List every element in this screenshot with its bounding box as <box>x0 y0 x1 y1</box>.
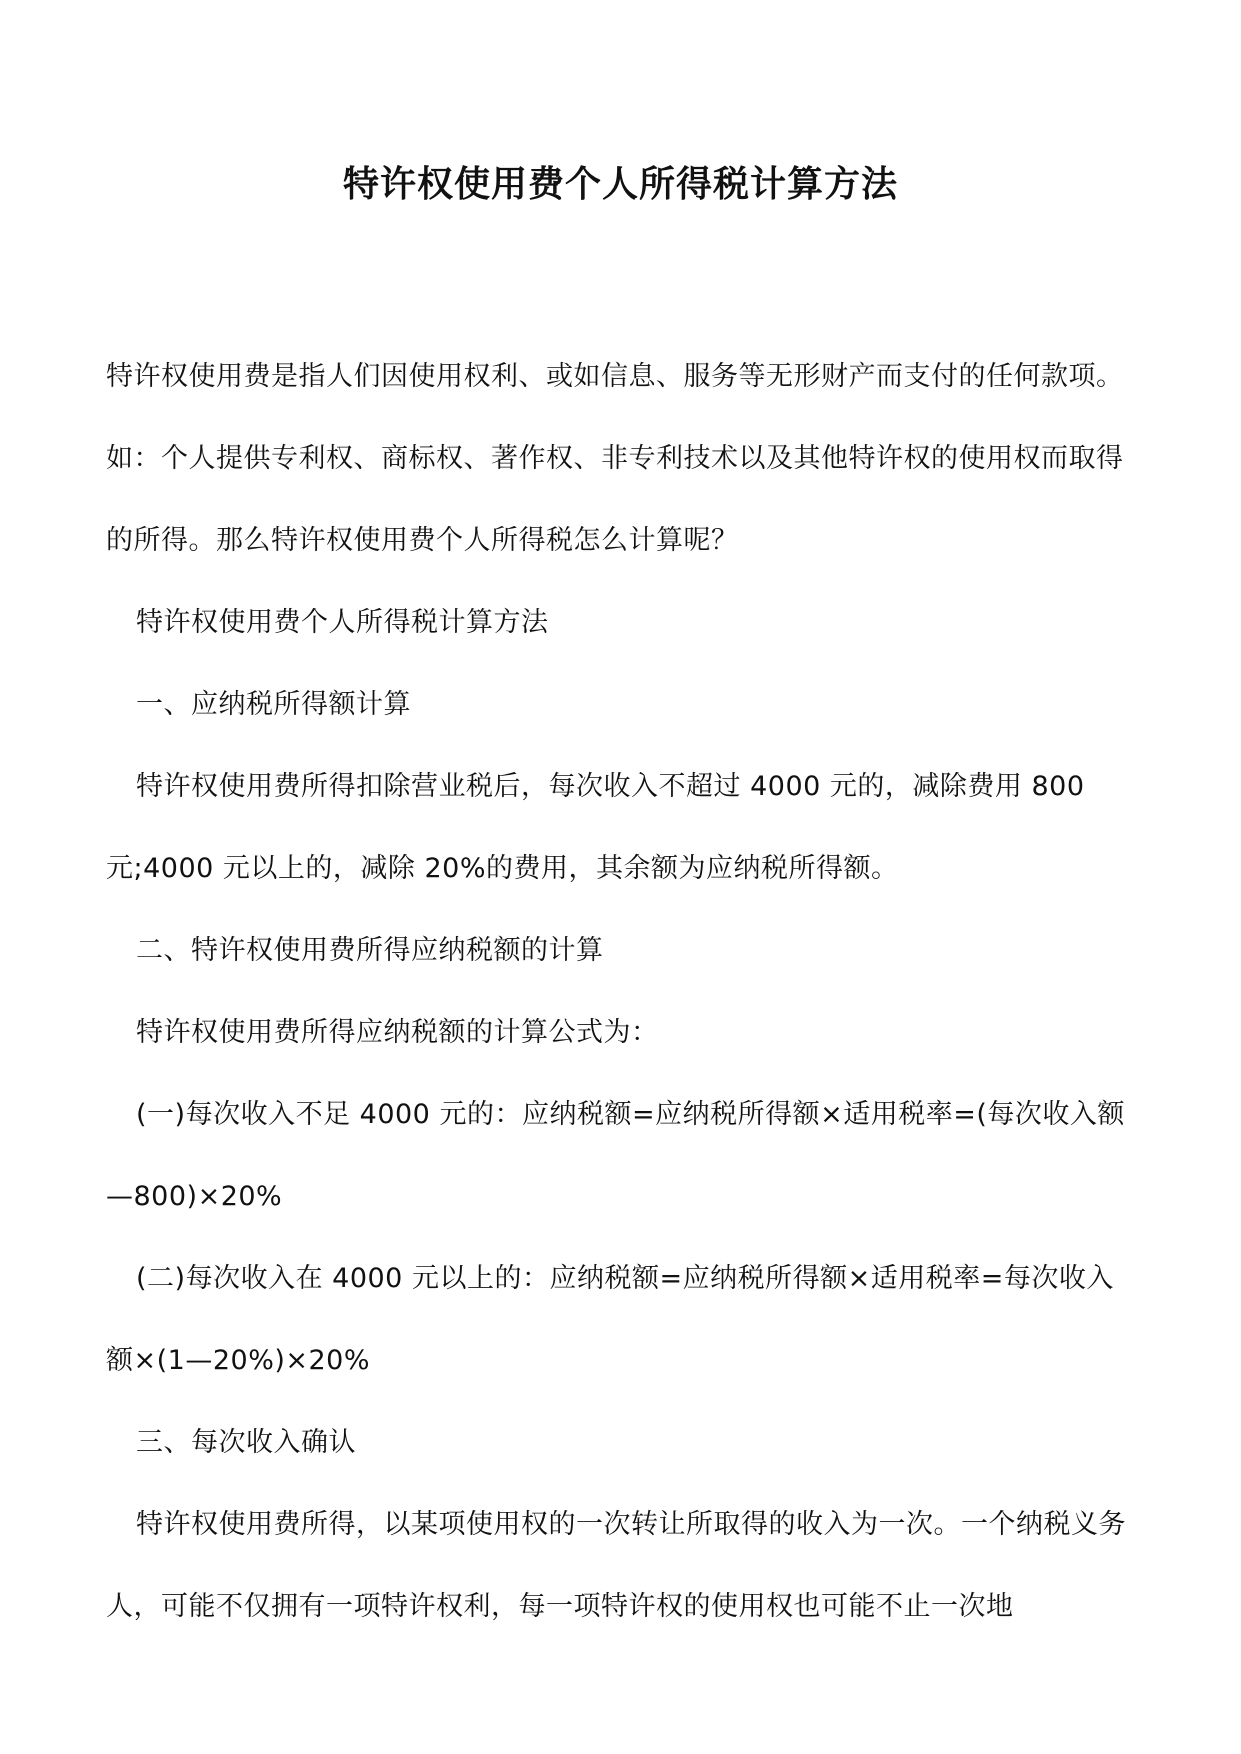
document-title: 特许权使用费个人所得税计算方法 <box>342 164 898 205</box>
section-heading-method: 特许权使用费个人所得税计算方法 <box>136 607 549 638</box>
paragraph-taxable-income: 特许权使用费所得扣除营业税后，每次收入不超过 4000 元的，减除费用 800 元;4000 元以上的，减除 20%的费用，其余额为应纳税所得额。 <box>106 771 1085 884</box>
paragraph-formula-under-4000: (一)每次收入不足 4000 元的：应纳税额=应纳税所得额×适用税率=(每次收入额—800)×20% <box>106 1099 1125 1212</box>
section-heading-taxable-income: 一、应纳税所得额计算 <box>136 689 411 720</box>
paragraph-income-confirmation: 特许权使用费所得，以某项使用权的一次转让所取得的收入为一次。一个纳税义务人，可能不仅拥有一项特许权利，每一项特许权的使用权也可能不止一次地 <box>106 1509 1126 1622</box>
section-heading-tax-amount: 二、特许权使用费所得应纳税额的计算 <box>136 935 604 966</box>
document-body <box>106 336 1136 1648</box>
paragraph-formula-intro: 特许权使用费所得应纳税额的计算公式为： <box>136 1017 659 1048</box>
paragraph-intro: 特许权使用费是指人们因使用权利、或如信息、服务等无形财产而支付的任何款项。如：个人提供专利权、商标权、著作权、非专利技术以及其他特许权的使用权而取得的所得。那么特许权使用费个人所得税怎么计算呢？ <box>106 361 1124 556</box>
section-heading-income-confirmation: 三、每次收入确认 <box>136 1427 356 1458</box>
paragraph-formula-over-4000: (二)每次收入在 4000 元以上的：应纳税额=应纳税所得额×适用税率=每次收入额×(1—20%)×20% <box>106 1263 1114 1376</box>
